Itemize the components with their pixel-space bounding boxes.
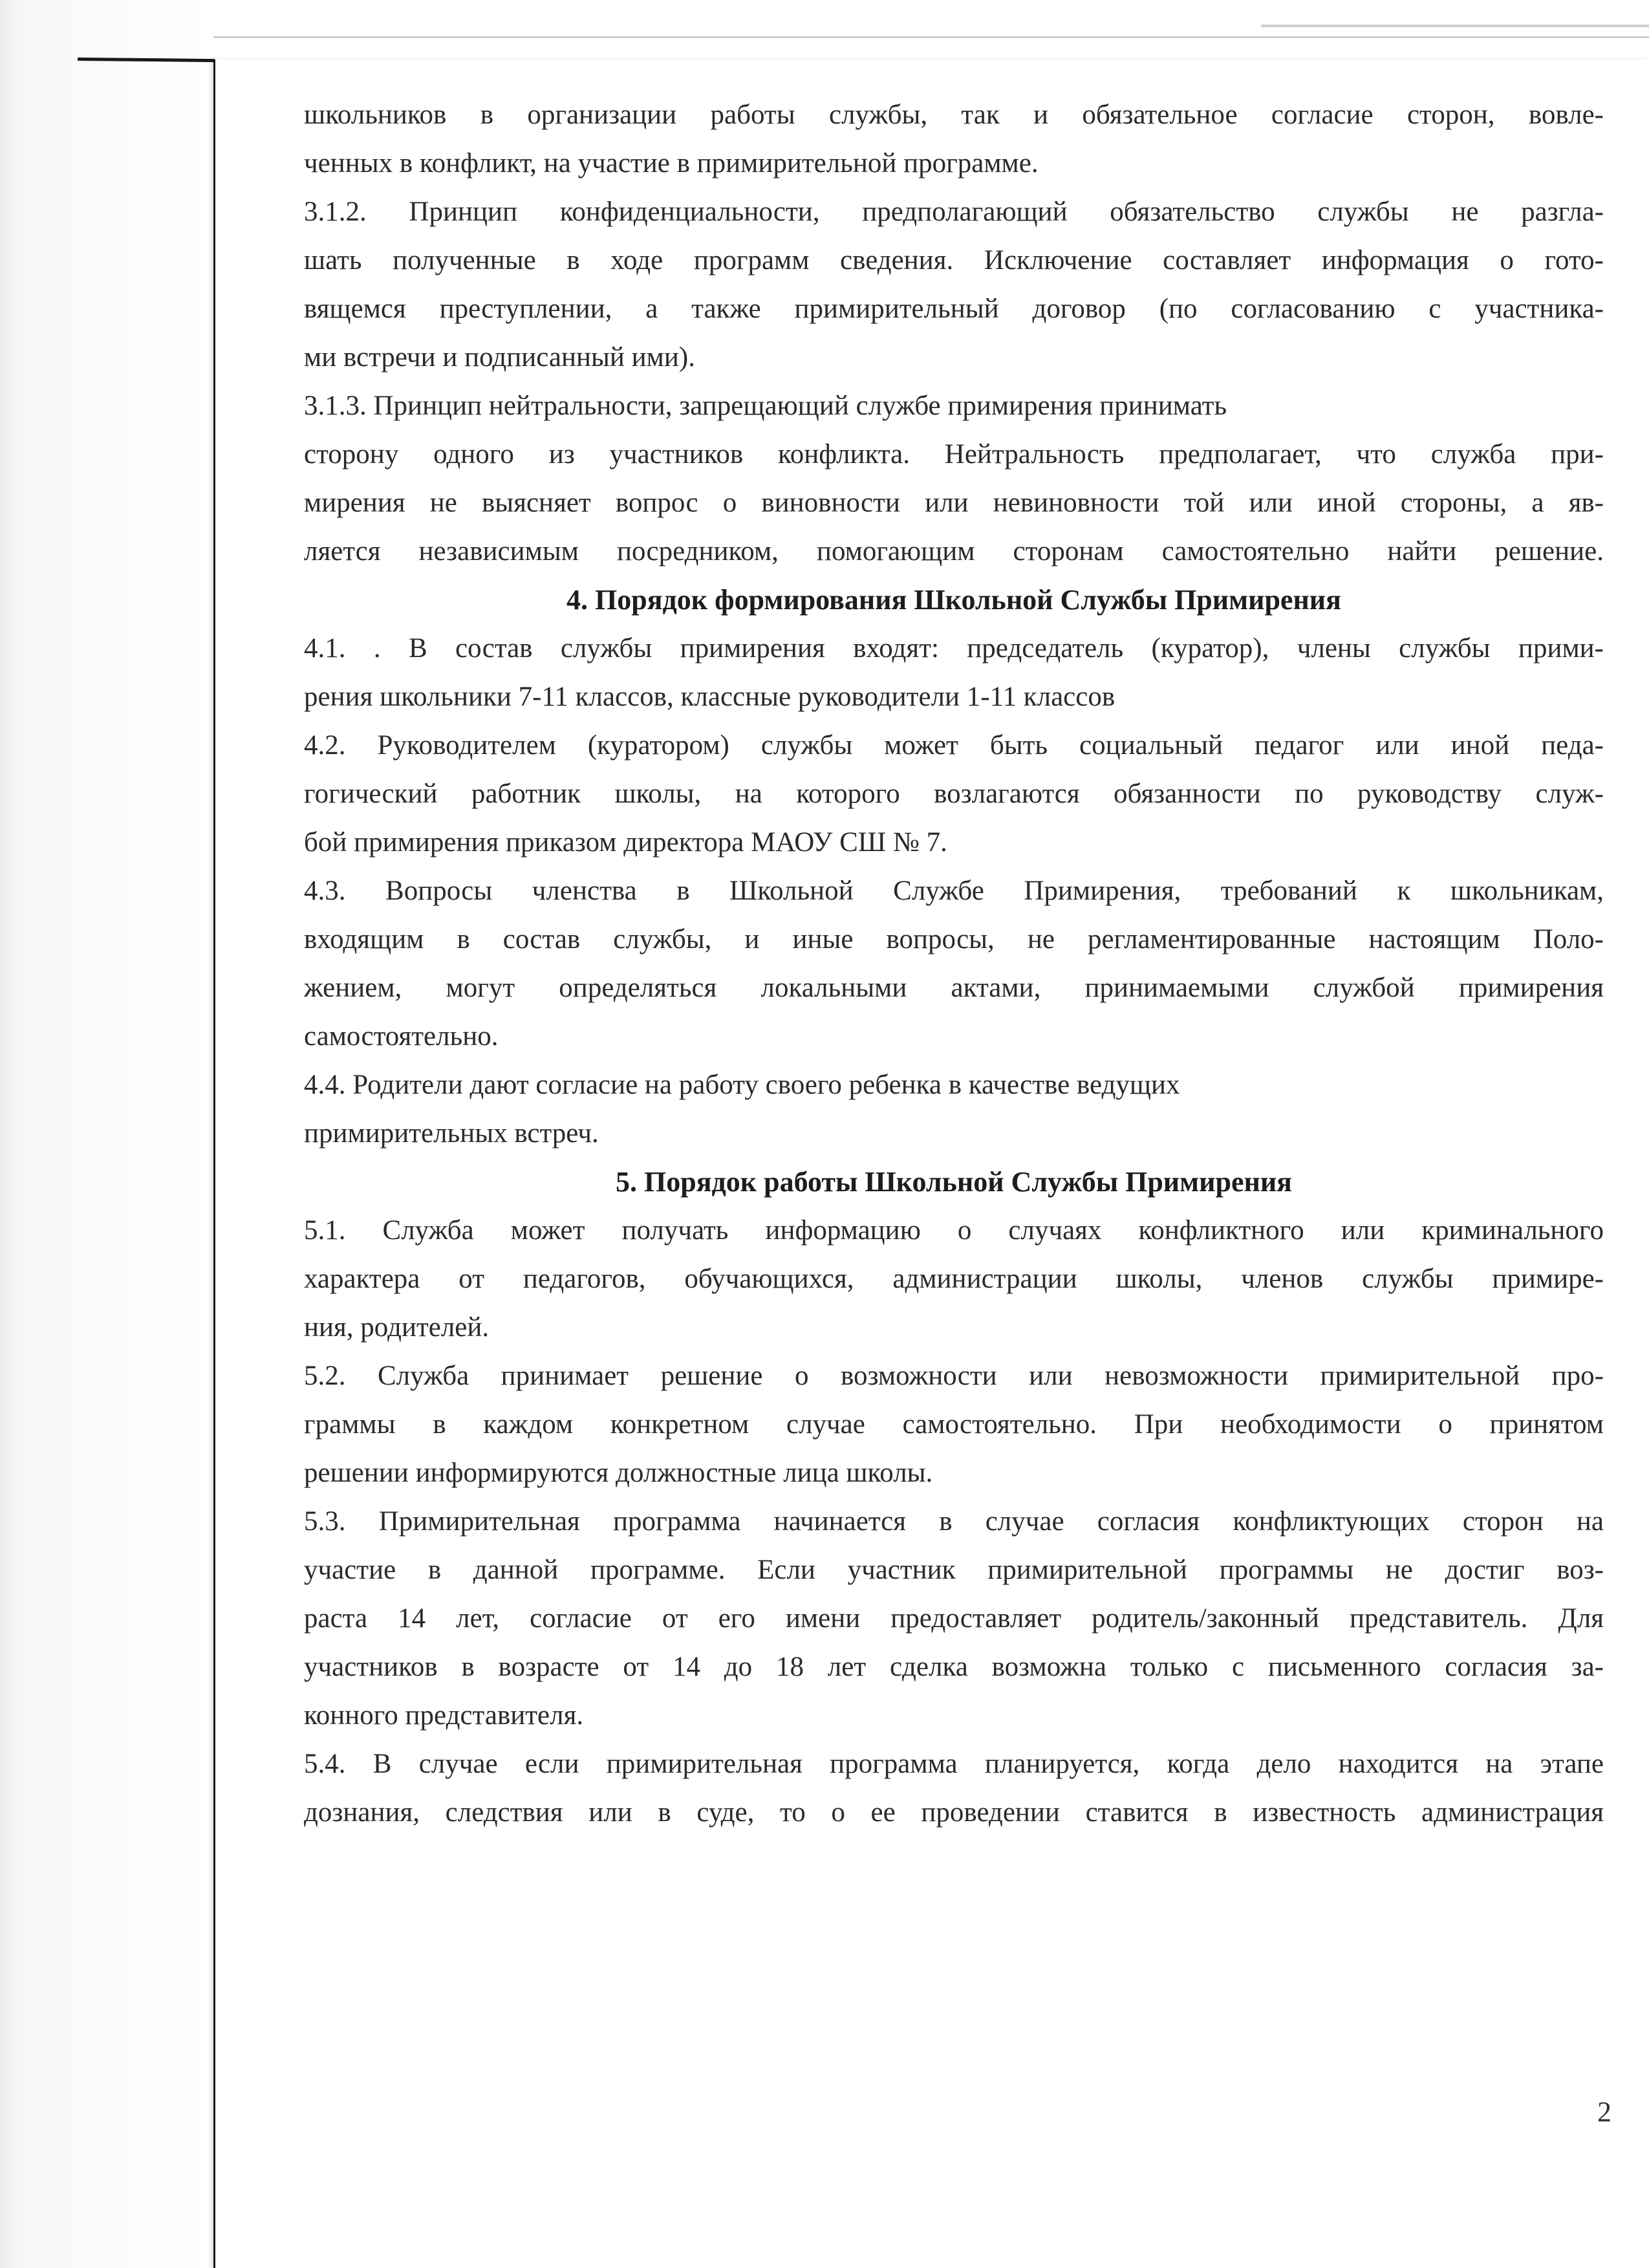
paragraph [304,430,1604,576]
text-line: участие в данной программе. Если участник примирительной программы не достиг воз- [304,1555,1604,1585]
text-line: вящемся преступлении, а также примирительный договор (по согласованию с участника- [304,294,1604,324]
paragraph [304,382,1604,430]
text-line: решении информируются должностные лица школы. [304,1458,933,1488]
text-line: 3.1.3. Принцип нейтральности, запрещающий службе примирения принимать [304,391,1227,421]
text-line: 3.1.2. Принцип конфиденциальности, предполагающий обязательство службы не разгла- [304,197,1604,227]
text-line: 4.3. Вопросы членства в Школьной Службе Примирения, требований к школьникам, [304,876,1604,906]
section-heading: 4. Порядок формирования Школьной Службы Примирения [566,584,1341,616]
text-line: дознания, следствия или в суде, то о ее проведении ставится в известность администрация [304,1797,1604,1828]
paragraph [304,1206,1604,1352]
section-heading: 5. Порядок работы Школьной Службы Примирения [616,1166,1292,1198]
text-line: ния, родителей. [304,1312,490,1343]
paragraph [304,867,1604,1061]
text-line: гогический работник школы, на которого возлагаются обязанности по руководству служ- [304,779,1604,809]
text-line: рения школьники 7-11 классов, классные руководители 1-11 классов [304,682,1116,712]
text-line: 4.2. Руководителем (куратором) службы может быть социальный педагог или иной педа- [304,730,1604,761]
text-line: ми встречи и подписанный ими). [304,342,695,373]
document-body [304,91,1604,1837]
paragraph [304,1352,1604,1497]
text-line: примирительных встреч. [304,1118,599,1149]
paragraph [304,1109,1604,1158]
paragraph [304,624,1604,721]
paragraph [304,1061,1604,1109]
paragraph [304,1740,1604,1837]
text-line: 5.1. Служба может получать информацию о случаях конфликтного или криминального [304,1215,1604,1246]
text-line: мирения не выясняет вопрос о виновности или невиновности той или иной стороны, а яв- [304,488,1604,518]
paragraph [304,1497,1604,1740]
text-line: 5.4. В случае если примирительная программа планируется, когда дело находится на этапе [304,1749,1604,1779]
text-line: 4.1. . В состав службы примирения входят: председатель (куратор), члены службы прими- [304,633,1604,664]
page-edge-shadow [213,36,1649,38]
text-line: граммы в каждом конкретном случае самостоятельно. При необходимости о принятом [304,1409,1604,1440]
text-line: раста 14 лет, согласие от его имени предоставляет родитель/законный представитель. Для [304,1603,1604,1634]
text-line: шать полученные в ходе программ сведения. Исключение составляет информация о гото- [304,245,1604,275]
paragraph [304,188,1604,382]
text-line: участников в возрасте от 14 до 18 лет сделка возможна только с письменного согласия за- [304,1652,1604,1682]
text-line: характера от педагогов, обучающихся, администрации школы, членов службы примире- [304,1264,1604,1294]
text-line: сторону одного из участников конфликта. Нейтральность предполагает, что служба при- [304,439,1604,470]
text-line: самостоятельно. [304,1021,499,1052]
text-line: жением, могут определяться локальными актами, принимаемыми службой примирения [304,973,1604,1003]
text-line: ляется независимым посредником, помогающим сторонам самостоятельно найти решение. [304,536,1604,567]
text-line: бой примирения приказом директора МАОУ СШ № 7. [304,827,947,858]
paragraph [304,91,1604,188]
page-number: 2 [1597,2096,1611,2128]
text-line: входящим в состав службы, и иные вопросы, не регламентированные настоящим Поло- [304,924,1604,955]
text-line: 5.3. Примирительная программа начинается в случае согласия конфликтующих сторон на [304,1506,1604,1537]
text-line: ченных в конфликт, на участие в примирительной программе. [304,148,1039,178]
page-edge-shadow [1261,25,1649,27]
text-line: 4.4. Родители дают согласие на работу своего ребенка в качестве ведущих [304,1070,1180,1100]
text-line: конного представителя. [304,1700,584,1731]
text-line: школьников в организации работы службы, так и обязательное согласие сторон, вовле- [304,100,1604,130]
paragraph [304,721,1604,867]
text-line: 5.2. Служба принимает решение о возможности или невозможности примирительной про- [304,1361,1604,1391]
